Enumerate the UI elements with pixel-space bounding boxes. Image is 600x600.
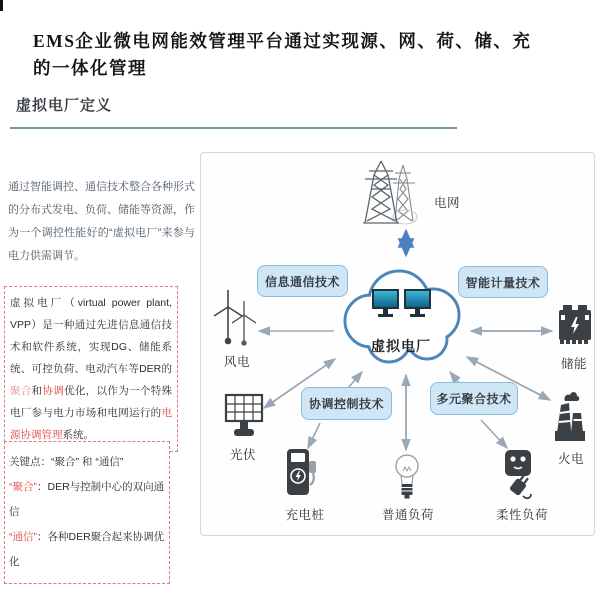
corner-mark [0, 0, 3, 11]
intro-paragraph: 通过智能调控、通信技术整合各种形式的分布式发电、负荷、储能等资源，作为一个调控性能好的“虚拟电厂”来参与电力供需调节。 [8, 181, 195, 262]
light-bulb-icon [393, 453, 421, 503]
section-title: 虚拟电厂定义 [16, 97, 113, 114]
tech-label-smart-meter: 智能计量技术 [458, 266, 548, 298]
factory-icon [551, 387, 587, 445]
monitor-icon [404, 289, 431, 319]
page-title [33, 28, 583, 82]
monitor-icon [372, 289, 399, 319]
section-underline [10, 127, 457, 129]
control-monitors [372, 289, 431, 319]
page-title-line2: 的一体化管理 [33, 58, 147, 78]
keypoints-box [4, 441, 170, 584]
plug-icon [499, 449, 537, 503]
solar-panel-icon [223, 393, 265, 439]
storage-node-label: 储能 [560, 357, 587, 371]
wind-node-label: 风电 [223, 355, 250, 369]
keypoint-line: “聚合”：DER与控制中心的双向通信 [9, 481, 165, 518]
flexible-load-node-label: 柔性负荷 [495, 508, 548, 522]
thermal-node-label: 火电 [557, 452, 584, 466]
grid-node-label: 电网 [433, 196, 460, 210]
solar-node-label: 光伏 [229, 448, 256, 462]
battery-icon [557, 303, 593, 347]
charger-node-label: 充电桩 [285, 508, 325, 522]
page-title-line1: EMS企业微电网能效管理平台通过实现源、网、荷、储、充 [33, 31, 532, 51]
vpp-diagram [200, 152, 595, 536]
power-grid-icon [359, 159, 431, 227]
keypoint-line: “通信”：各种DER聚合起来协调优化 [9, 531, 165, 568]
wind-turbine-icon [211, 283, 261, 349]
tech-label-coord-control: 协调控制技术 [301, 387, 392, 420]
tech-label-multi-agg: 多元聚合技术 [430, 382, 518, 415]
vpp-center-label: 虚拟电厂 [371, 338, 431, 354]
normal-load-node-label: 普通负荷 [381, 508, 434, 522]
definition-text: 虚拟电厂（virtual power plant, VPP）是一种通过先进信息通信技术和软件系统，实现DG、储能系统、可控负荷、电动汽车等DER的聚合和协调优化，以作为一个特殊电厂参与电力市场和电网运行的电源协调管理系统。 [10, 297, 173, 441]
tech-label-info-comm: 信息通信技术 [257, 265, 348, 297]
ev-charger-icon [285, 447, 319, 499]
keypoint-line: 关键点：“聚合” 和 “通信” [9, 456, 124, 468]
definition-box [4, 286, 178, 452]
